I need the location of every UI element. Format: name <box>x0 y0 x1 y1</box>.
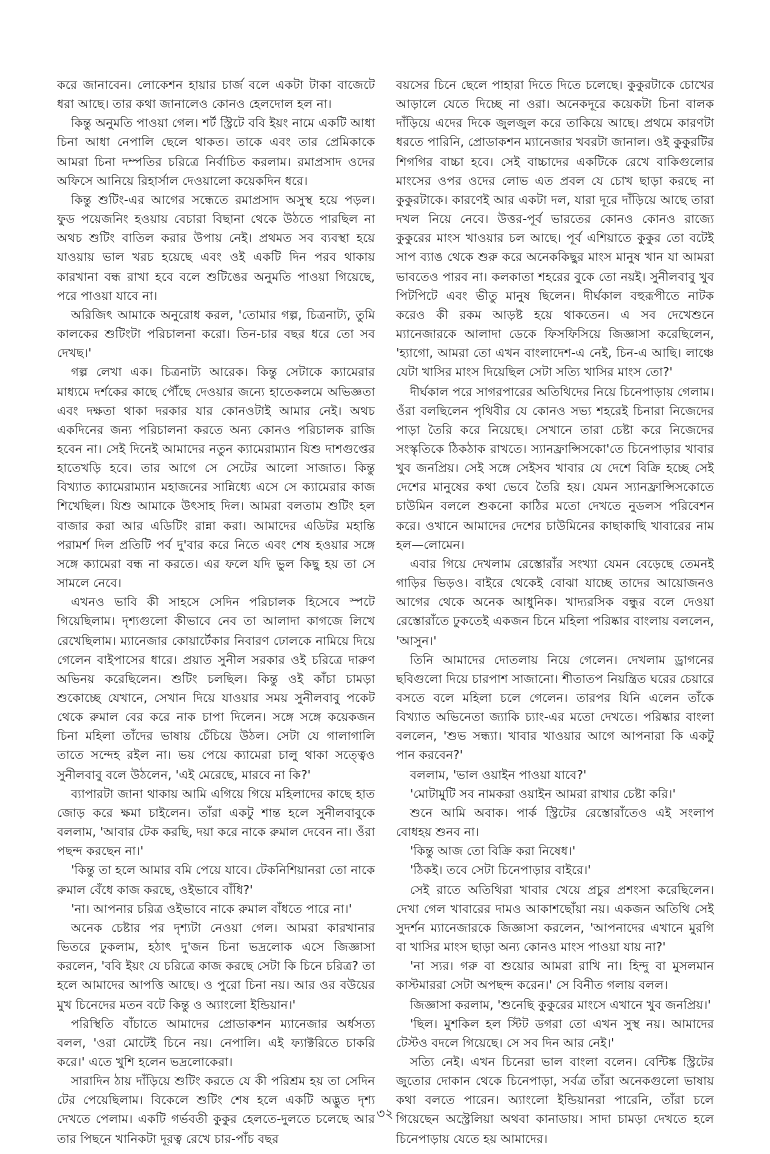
paragraph: এবার গিয়ে দেখলাম রেস্তোরাঁর সংখ্যা যেমন বেড়েছে তেমনই গাড়ির ভিড়ও। বাইরে থেকেই বোঝা যাচ্ছে তাদের আয়োজনও আগের থেকে অনেক আধুনিক। খাদ্যরসিক বন্ধুর বলে দেওয়া রেস্তোরাঁতে ঢুকতেই একজন চিনে মহিলা পরিষ্কার বাংলায় বললেন, 'আসুন।' <box>396 556 714 648</box>
paragraph: 'কিন্তু তা হলে আমার বমি পেয়ে যাবে। টেকনিশিয়ানরা তো নাকে রুমাল বেঁধে কাজ করছে, ওইভাবে বাঁধি?' <box>57 863 375 897</box>
paragraph: করে জানাবেন। লোকেশন হায়ার চার্জ বলে একটা টাকা বাজেটে ধরা আছে। তার কথা জানালেও কোনও হেলদোল হল না। <box>57 78 375 112</box>
paragraph: 'না। আপনার চরিত্র ওইভাবে নাকে রুমাল বাঁধতে পারে না।' <box>71 901 352 916</box>
paragraph: তিনি আমাদের দোতলায় নিয়ে গেলেন। দেখলাম ড্রাগনের ছবিগুলো দিয়ে চারপাশ সাজানো। শীতাতপ নিয়ন্ত্রিত ঘরের চেয়ারে বসতে বলে মহিলা চলে গেলেন। তারপর যিনি এলেন তাঁকে বিখ্যাত অভিনেতা জ্যাকি চ্যাং-এর মতো দেখতে। পরিষ্কার বাংলা বললেন, 'শুভ সন্ধ্যা। খাবার খাওয়ার আগে আপনারা কি একটু পান করবেন?' <box>396 652 714 763</box>
paragraph: সত্যি নেই। এখন চিনেরা ভাল বাংলা বলেন। বেন্টিঙ্ক স্ট্রিটের জুতোর দোকান থেকে চিনেপাড়া, সর্বত্র তাঁরা অনেকগুলো ভাষায় কথা বলতে পারেন। অ্যাংলো ইন্ডিয়ানরা পারেনি, তাঁরা চলে গিয়েছেন অস্ট্রেলিয়া অথবা কানাডায়। সাদা চামড়া দেখতে হলে চিনেপাড়ায় যেতে হয় আমাদের। <box>396 1054 714 1146</box>
paragraph: অরিজিৎ আমাকে অনুরোধ করল, 'তোমার গল্প, চিত্রনাট্য, তুমি কালকের শুটিংটা পরিচালনা করো। তিন-চার বছর ধরে তো সব দেখছ।' <box>57 307 375 361</box>
paragraph: সারাদিন ঠায় দাঁড়িয়ে শুটিং করতে যে কী পরিশ্রম হয় তা সেদিন টের পেয়েছিলাম। বিকেলে শুটিং শেষ হলে একটি অদ্ভুত দৃশ্য দেখতে পেলাম। একটি গর্ভবতী কুকুর হেলতে-দুলতে চলেছে আর তার পিছনে খানিকটা দূরত্ব রেখে চার-পাঁচ বছর <box>57 1074 375 1146</box>
paragraph: জিজ্ঞাসা করলাম, 'শুনেছি কুকুরের মাংসে এখানে খুব জনপ্রিয়।' <box>410 997 711 1012</box>
paragraph: এখনও ভাবি কী সাহসে সেদিন পরিচালক হিসেবে স্পটে গিয়েছিলাম। দৃশ্যগুলো কীভাবে নেব তা আলাদা কাগজে লিখে রেখেছিলাম। ম্যানেজার কোয়ার্টেকার নিবারণ ঢোলকে নামিয়ে দিয়ে গেলেন বাইপাসের ধারে। প্রয়াত সুনীল সরকার ওই চরিত্রে দারুণ অভিনয় করেছিলেন। শুটিং চলছিল। কিন্তু ওই কাঁচা চামড়া শুকোচ্ছে যেখানে, সেখান দিয়ে যাওয়ার সময় সুনীলবাবু পকেট থেকে রুমাল বের করে নাক চাপা দিলেন। সঙ্গে সঙ্গে কয়েকজন চিনা মহিলা তাঁদের ভাষায় চেঁচিয়ে উঠল। সেটা যে গালাগালি তাতে সন্দেহ রইল না। ভয় পেয়ে ক্যামেরা চালু থাকা সত্ত্বেও সুনীলবাবু বলে উঠলেন, 'এই মেরেছে, মারবে না কি?' <box>57 595 375 782</box>
paragraph: পরিস্থিতি বাঁচাতে আমাদের প্রোডাকশন ম্যানেজার অর্ধসত্য বলল, 'ওরা মোটেই চিনে নয়। নেপালি। এই ফ্যাক্টরিতে চাকরি করে।' এতে খুশি হলেন ভদ্রলোকেরা। <box>57 1016 375 1069</box>
paragraph: কিন্তু শুটিং-এর আগের সন্ধেতে রমাপ্রসাদ অসুস্থ হয়ে পড়ল। ফুড পয়েজনিং হওয়ায় বেচারা বিছানা থেকে উঠতে পারছিল না অথচ শুটিং বাতিল করার উপায় নেই। প্রথমত সব ব্যবস্থা হয়ে যাওয়ায় ভাল খরচ হয়েছে এবং ওই একটি দিন পরব থাকায় কারখানা বন্ধ রাখা হবে বলে শুটিঙের অনুমতি পাওয়া গিয়েছে, পরে পাওয়া যাবে না। <box>57 192 375 303</box>
paragraph: অনেক চেষ্টার পর দৃশ্যটা নেওয়া গেল। আমরা কারখানার ভিতরে ঢুকলাম, হঠাৎ দু'জন চিনা ভদ্রলোক এসে জিজ্ঞাসা করলেন, 'ববি ইয়ং যে চরিত্রে কাজ করছে সেটা কি চিনে চরিত্র? তা হলে আমাদের আপত্তি আছে। ও পুরো চিনা নয়। আর ওর বউয়ের মুখ চিনেদের মতন বটে কিন্তু ও অ্যাংলো ইন্ডিয়ান।' <box>57 920 375 1012</box>
left-column <box>57 76 375 1149</box>
paragraph: ব্যাপারটা জানা থাকায় আমি এগিয়ে গিয়ে মহিলাদের কাছে হাত জোড় করে ক্ষমা চাইলেন। তাঁরা একটু শান্ত হলে সুনীলবাবুকে বললাম, 'আবার টেক করছি, দয়া করে নাকে রুমাল দেবেন না। ওঁরা পছন্দ করছেন না।' <box>57 786 375 859</box>
paragraph: বয়সের চিনে ছেলে পাহারা দিতে দিতে চলেছে। কুকুরটাকে চোখের আড়ালে যেতে দিচ্ছে না ওরা। অনেকদূরে কয়েকটা চিনা বালক দাঁড়িয়ে এদের দিকে জুলজুল করে তাকিয়ে আছে। প্রথমে কারণটা ধরতে পারিনি, প্রোডাকশন ম্যানেজার খবরটা জানাল। ওই কুকুরটির শিগগির বাচ্চা হবে। সেই বাচ্চাদের একটিকে রেখে বাকিগুলোর মাংসের ওপর ওদের লোভ এত প্রবল যে চোখ ছাড়া করছে না কুকুরটাকে। কারণেই আর একটা দল, যারা দূরে দাঁড়িয়ে আছে তারা দখল নিয়ে নেবে। উত্তর-পূর্ব ভারতের কোনও কোনও রাজ্যে কুকুরের মাংস খাওয়ার চল আছে। পূর্ব এশিয়াতে কুকুর তো বটেই সাপ ব্যাঙ থেকে শুরু করে অনেককিছুর মাংস মানুষ খান যা আমরা ভাবতেও পারব না। কলকাতা শহরের বুকে তো নয়ই। সুনীলবাবু খুব পিটপিটে এবং ভীতু মানুষ ছিলেন। দীর্ঘকাল বহুরূপীতে নাটক করেও কী রকম আড়ষ্ট হয়ে থাকতেন। এ সব দেখেশুনে ম্যানেজারকে আলাদা ডেকে ফিসফিসিয়ে জিজ্ঞাসা করেছিলেন, 'হ্যাগো, আমরা তো এখন বাংলাদেশ-এ নেই, চিন-এ আছি। লাঞ্চে যেটা খাসির মাংস দিয়েছিল সেটা সত্যি খাসির মাংস তো?' <box>396 78 714 380</box>
paragraph: 'ছিল। মুশকিল হল স্টিট ডগরা তো এখন সুস্থ নয়। আমাদের টেস্টও বদলে গিয়েছে। সে সব দিন আর নেই।' <box>396 1016 714 1050</box>
paragraph: 'কিন্তু আজ তো বিক্রি করা নিষেধ।' <box>410 844 576 859</box>
paragraph: 'মোটামুটি সব নামকরা ওয়াইন আমরা রাখার চেষ্টা করি।' <box>410 786 676 801</box>
right-column <box>396 76 714 1149</box>
paragraph: 'ঠিকই। তবে সেটা চিনেপাড়ার বাইরে।' <box>410 863 592 878</box>
paragraph: সেই রাতে অতিথিরা খাবার খেয়ে প্রচুর প্রশংসা করেছিলেন। দেখা গেল খাবারের দামও আকাশছোঁয়া নয়। একজন অতিথি সেই সুদর্শন ম্যানেজারকে জিজ্ঞাসা করলেন, 'আপনাদের এখানে মুরগি বা খাসির মাংস ছাড়া অন্য কোনও মাংস পাওয়া যায় না?' <box>396 882 714 955</box>
paragraph: গল্প লেখা এক। চিত্রনাট্য আরেক। কিন্তু সেটাকে ক্যামেরার মাধ্যমে দর্শকের কাছে পৌঁছে দেওয়ার জন্যে হাতেকলমে অভিজ্ঞতা এবং দক্ষতা থাকা দরকার যার কোনওটাই আমার নেই। অথচ একদিনের জন্য পরিচালনা করতে অন্য কোনও পরিচালক রাজি হবেন না। সেই দিনেই আমাদের নতুন ক্যামেরাম্যান যিশু দাশগুপ্তের হাতেখড়ি হবে। তার আগে সে সেটের আলো সাজাত। কিন্তু বিখ্যাত ক্যামেরাম্যান মহাজনের সান্নিধ্যে এসে সে ক্যামেরার কাজ শিখেছিল। যিশু আমাকে উৎসাহ দিল। আমরা বলতাম শুটিং হল বাজার করা আর এডিটিং রান্না করা। আমাদের এডিটর মহান্তি পরামর্শ দিল প্রতিটি পর্ব দু'বার করে নিতে এবং শেষ হওয়ার সঙ্গে সঙ্গে ক্যামেরা বন্ধ না করতে। এর ফলে যদি ভুল কিছু হয় তা সে সামলে নেবে। <box>57 365 375 591</box>
paragraph: কিন্তু অনুমতি পাওয়া গেল। শর্ট স্ট্রিটে ববি ইয়ং নামে একটি আধা চিনা আধা নেপালি ছেলে থাকত। তাকে এবং তার প্রেমিকাকে আমরা চিনা দম্পতির চরিত্রে নির্বাচিত করলাম। রমাপ্রসাদ ওদের অফিসে আনিয়ে রিহার্সাল দেওয়ালো কয়েকদিন ধরে। <box>57 116 375 188</box>
paragraph: বললাম, 'ভাল ওয়াইন পাওয়া যাবে?' <box>410 767 587 782</box>
paragraph: দীর্ঘকাল পরে সাগরপারের অতিথিদের নিয়ে চিনেপাড়ায় গেলাম। ওঁরা বলছিলেন পৃথিবীর যে কোনও সভ্য শহরেই চিনারা নিজেদের পাড়া তৈরি করে নিয়েছে। সেখানে তারা চেষ্টা করে নিজেদের সংস্কৃতিকে ঠিকঠাক রাখতে। স্যানফ্রান্সিসকো'তে চিনেপাড়ার খাবার খুব জনপ্রিয়। সেই সঙ্গে সেইসব খাবার যে দেশে বিক্রি হচ্ছে সেই দেশের মানুষের কথা ভেবে তৈরি হয়। যেমন স্যানফ্রান্সিসকোতে চাউমিন বললে শুকনো কাঠির মতো দেখতে নুডলস পরিবেশন করে। ওখানে আমাদের দেশের চাউমিনের কাছাকাছি খাবারের নাম হল—লোমেন। <box>396 384 714 552</box>
page-number: ৩২ <box>376 1107 394 1122</box>
paragraph: 'না স্যর। গরু বা শুয়োর আমরা রাখি না। হিন্দু বা মুসলমান কাস্টমাররা সেটা অপছন্দ করেন।' সে বিনীত গলায় বলল। <box>396 959 714 993</box>
paragraph: শুনে আমি অবাক। পার্ক স্ট্রিটের রেস্তোরাঁতেও এই সংলাপ বোধহয় শুনব না। <box>396 805 714 840</box>
